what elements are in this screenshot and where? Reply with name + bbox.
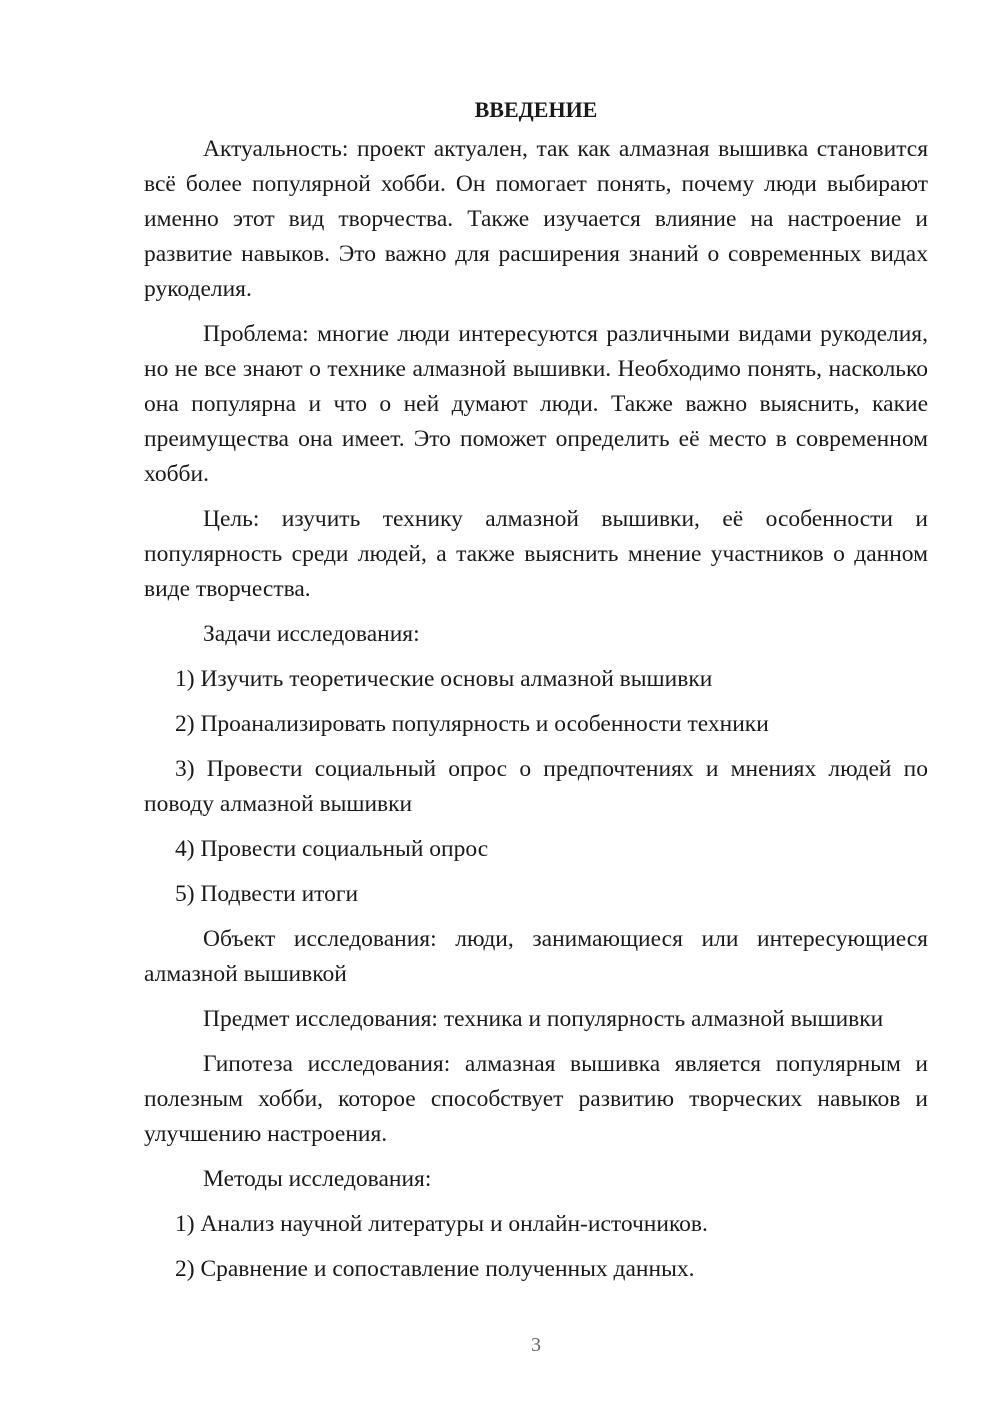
task-item: 5) Подвести итоги <box>175 881 359 907</box>
page-number: 3 <box>531 1334 541 1356</box>
tasks-heading: Задачи исследования: <box>203 621 420 647</box>
goal-paragraph: Цель: изучить технику алмазной вышивки, её особенности и популярность среди людей, а также выяснить мнение участников о данном виде творчества. <box>144 506 928 602</box>
method-item: 1) Анализ научной литературы и онлайн-источников. <box>175 1211 708 1237</box>
problem-paragraph: Проблема: многие люди интересуются различными видами рукоделия, но не все знают о технике алмазной вышивки. Необходимо понять, насколько она популярна и что о ней думают люди. Также важно выяснить, какие преимущества она имеет. Это поможет определить её место в современном хобби. <box>144 321 928 487</box>
subject-paragraph: Предмет исследования: техника и популярность алмазной вышивки <box>203 1006 884 1032</box>
page-title: ВВЕДЕНИЕ <box>474 97 598 122</box>
method-item: 2) Сравнение и сопоставление полученных данных. <box>175 1256 695 1282</box>
object-paragraph: Объект исследования: люди, занимающиеся или интересующиеся алмазной вышивкой <box>144 926 928 987</box>
relevance-paragraph: Актуальность: проект актуален, так как алмазная вышивка становится всё более популярной хобби. Он помогает понять, почему люди выбирают именно этот вид творчества. Также изучается влияние на настроение и развитие навыков. Это важно для расширения знаний о современных видах рукоделия. <box>144 136 928 302</box>
document-body <box>144 92 928 1297</box>
methods-heading: Методы исследования: <box>203 1166 432 1192</box>
hypothesis-paragraph: Гипотеза исследования: алмазная вышивка является популярным и полезным хобби, которое способствует развитию творческих навыков и улучшению настроения. <box>144 1051 928 1147</box>
task-item: 4) Провести социальный опрос <box>175 836 489 862</box>
task-item: 3) Провести социальный опрос о предпочтениях и мнениях людей по поводу алмазной вышивки <box>144 756 928 817</box>
task-item: 1) Изучить теоретические основы алмазной вышивки <box>175 666 713 692</box>
task-item: 2) Проанализировать популярность и особенности техники <box>175 711 769 737</box>
